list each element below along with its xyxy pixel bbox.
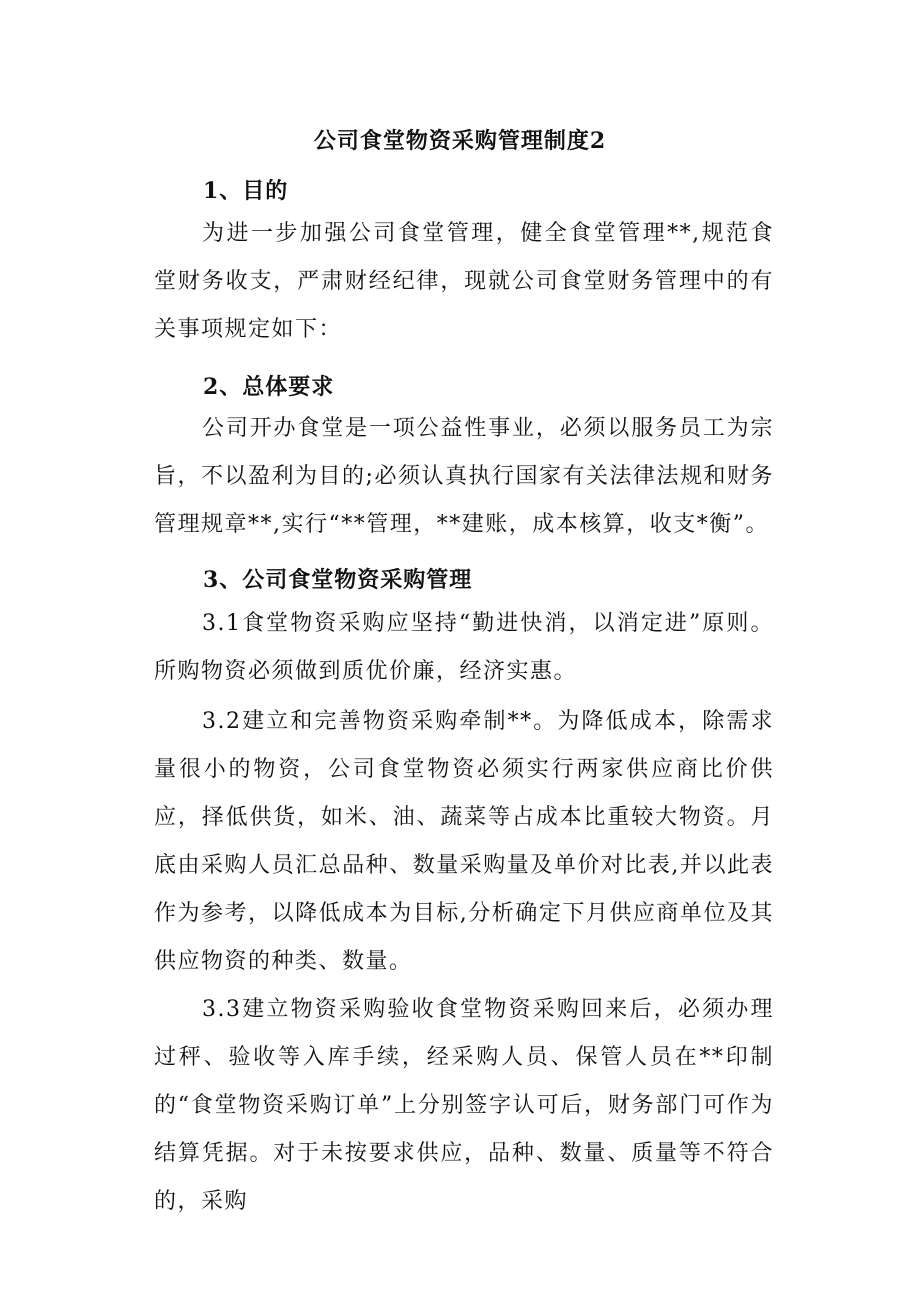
document-title: 公司食堂物资采购管理制度2: [313, 128, 607, 154]
paragraph-3-2: 3.2建立和完善物资采购牵制**。为降低成本，除需求量很小的物资，公司食堂物资必须实行两家供应商比价供应，择低供货，如米、油、蔬菜等占成本比重较大物资。月底由采购人员汇总品种、数量采购量及单价对比表,并以此表作为参考，以降低成本为目标,分析确定下月供应商单位及其供应物资的种类、数量。: [154, 709, 774, 974]
section-heading-requirements: 2、总体要求: [203, 374, 335, 400]
paragraph-requirements: 公司开办食堂是一项公益性事业，必须以服务员工为宗旨，不以盈利为目的;必须认真执行国家有关法律法规和财务管理规章**,实行“**管理，**建账，成本核算，收支*衡”。: [154, 416, 774, 537]
paragraph-3-3: 3.3建立物资采购验收食堂物资采购回来后，必须办理过秤、验收等入库手续，经采购人员、保管人员在**印制的“食堂物资采购订单”上分别签字认可后，财务部门可作为结算凭据。对于未按要求供应，品种、数量、质量等不符合的，采购: [154, 997, 774, 1214]
paragraph-3-1: 3.1食堂物资采购应坚持“勤进快消，以消定进”原则。所购物资必须做到质优价廉，经济实惠。: [154, 611, 774, 684]
section-heading-purpose: 1、目的: [203, 178, 289, 204]
paragraph-purpose: 为进一步加强公司食堂管理，健全食堂管理**,规范食堂财务收支，严肃财经纪律，现就公司食堂财务管理中的有关事项规定如下：: [154, 221, 774, 342]
section-heading-procurement: 3、公司食堂物资采购管理: [203, 567, 473, 593]
